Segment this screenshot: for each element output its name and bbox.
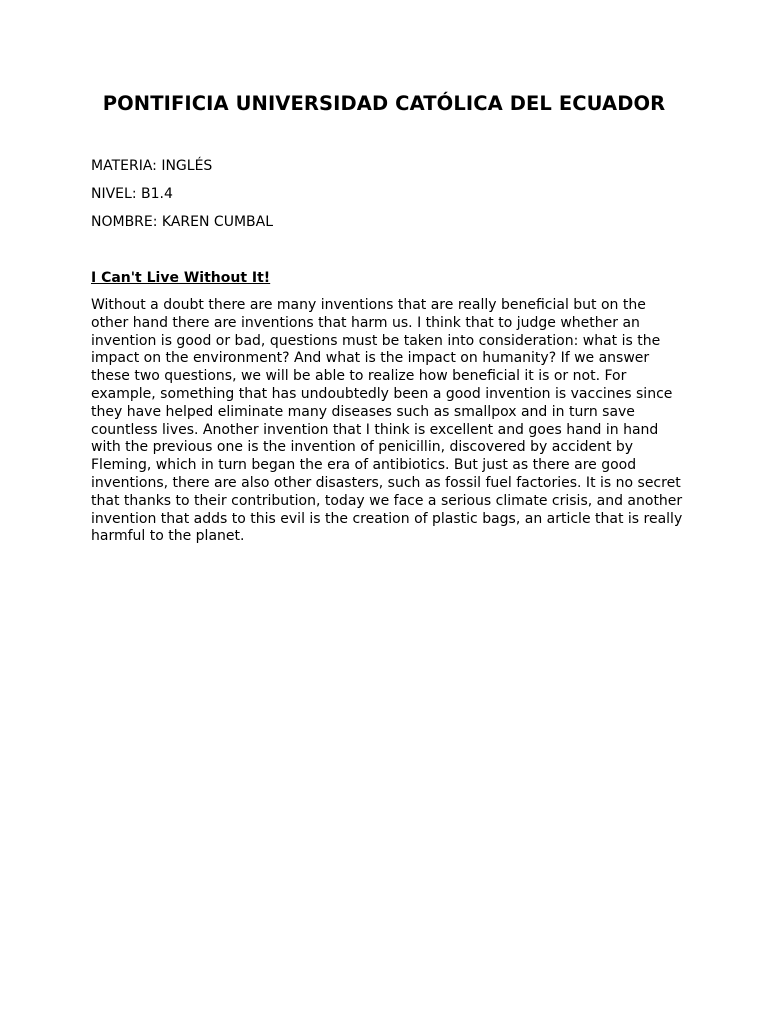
essay-line: example, something that has undoubtedly been a good invention is vaccines since xyxy=(91,385,673,402)
subject-line: MATERIA: INGLÉS xyxy=(91,158,213,174)
essay-line: invention is good or bad, questions must be taken into consideration: what is the xyxy=(91,332,661,349)
essay-line: countless lives. Another invention that I think is excellent and goes hand in hand xyxy=(91,421,659,438)
essay-line: Fleming, which in turn began the era of antibiotics. But just as there are good xyxy=(91,457,637,474)
essay-line: impact on the environment? And what is the impact on humanity? If we answer xyxy=(91,350,650,367)
level-line: NIVEL: B1.4 xyxy=(91,186,173,202)
essay-line: that thanks to their contribution, today we face a serious climate crisis, and another xyxy=(91,492,683,509)
essay-line: other hand there are inventions that harm us. I think that to judge whether an xyxy=(91,314,640,331)
student-info xyxy=(91,157,273,241)
essay-line: they have helped eliminate many diseases such as smallpox and in turn save xyxy=(91,403,635,420)
essay-heading: I Can't Live Without It! xyxy=(91,270,271,286)
essay-line: with the previous one is the invention of penicillin, discovered by accident by xyxy=(91,439,634,456)
essay-line: these two questions, we will be able to realize how beneficial it is or not. For xyxy=(91,368,627,385)
document-title: PONTIFICIA UNIVERSIDAD CATÓLICA DEL ECUADOR xyxy=(102,92,666,115)
essay-line: inventions, there are also other disasters, such as fossil fuel factories. It is no secret xyxy=(91,474,681,491)
name-line: NOMBRE: KAREN CUMBAL xyxy=(91,214,274,230)
essay-body xyxy=(91,297,681,546)
essay-line: harmful to the planet. xyxy=(91,528,245,545)
essay-line: invention that adds to this evil is the creation of plastic bags, an article that is really xyxy=(91,510,683,527)
essay-line: Without a doubt there are many inventions that are really beneficial but on the xyxy=(91,297,646,313)
